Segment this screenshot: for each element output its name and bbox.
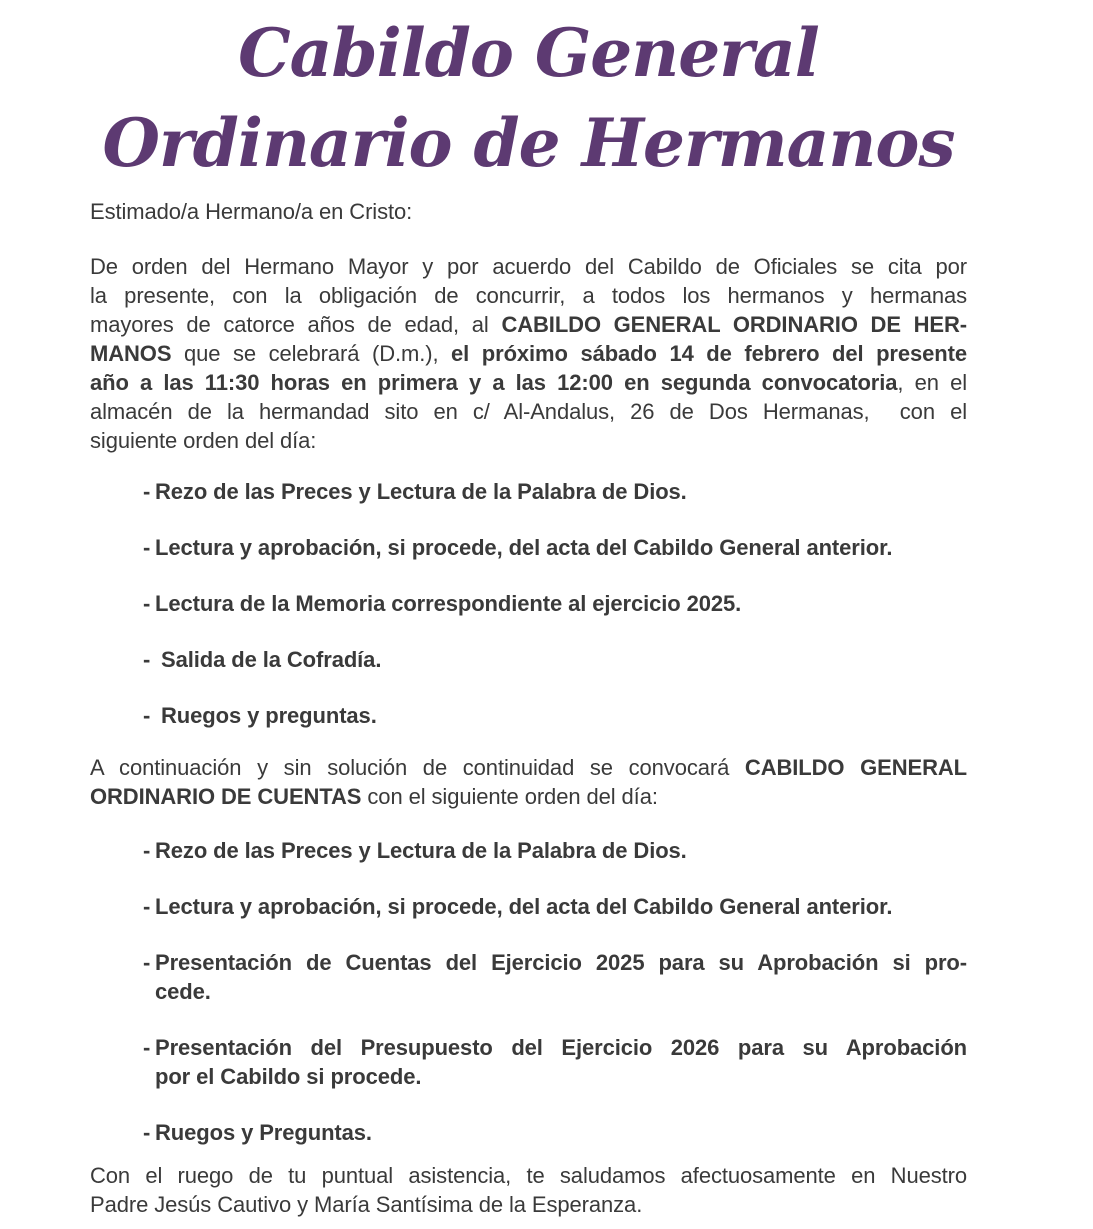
- text-segment: con el siguiente orden del día:: [361, 784, 658, 809]
- text-line: [90, 782, 967, 811]
- text-line: [90, 368, 967, 397]
- list-item-dash: -: [143, 950, 151, 975]
- text-line: [90, 753, 967, 782]
- text-segment: almacén de la hermandad sito en c/ Al-Andalus, 26 de Dos Hermanas, con el: [90, 399, 967, 424]
- agenda-list-item: [90, 1118, 967, 1147]
- title-line-2: Ordinario de Hermanos: [102, 104, 955, 182]
- agenda-list-item: [90, 701, 967, 730]
- hermanos-agenda-list: [90, 477, 967, 730]
- list-item-dash: -: [143, 703, 151, 728]
- closing-paragraph: [90, 1161, 967, 1219]
- text-line: [155, 948, 967, 977]
- bold-text-segment: por el Cabildo si procede.: [155, 1064, 422, 1089]
- text-line: [90, 310, 967, 339]
- text-segment: De orden del Hermano Mayor y por acuerdo del Cabildo de Oficiales se cita por: [90, 254, 967, 279]
- salutation: Estimado/a Hermano/a en Cristo:: [90, 199, 413, 224]
- text-segment: Padre Jesús Cautivo y María Santísima de la Esperanza.: [90, 1192, 643, 1217]
- list-item-dash: -: [143, 1035, 151, 1060]
- text-line: [155, 836, 967, 865]
- intro-paragraph: [90, 252, 967, 455]
- agenda-list-item: [90, 948, 967, 1006]
- list-item-dash: -: [143, 479, 151, 504]
- text-segment: , en el: [897, 370, 968, 395]
- document-title: [90, 8, 967, 188]
- agenda-list-item: [90, 1033, 967, 1091]
- bold-text-segment: MANOS: [90, 341, 172, 366]
- text-line: [155, 533, 967, 562]
- text-line: [155, 645, 967, 674]
- text-line: [155, 589, 967, 618]
- text-segment: Con el ruego de tu puntual asistencia, te saludamos afectuosamente en Nuestro: [90, 1163, 967, 1188]
- text-line: [155, 977, 967, 1006]
- bold-text-segment: ORDINARIO DE CUENTAS: [90, 784, 362, 809]
- bold-text-segment: Salida de la Cofradía.: [155, 647, 382, 672]
- text-line: [90, 1190, 967, 1219]
- text-line: [155, 1033, 967, 1062]
- list-item-dash: -: [143, 838, 151, 863]
- bold-text-segment: Rezo de las Preces y Lectura de la Palabra de Dios.: [155, 479, 687, 504]
- text-line: [90, 339, 967, 368]
- bold-text-segment: el próximo sábado 14 de febrero del presente: [451, 341, 967, 366]
- text-line: [155, 701, 967, 730]
- text-line: [90, 1161, 967, 1190]
- bold-text-segment: Ruegos y Preguntas.: [155, 1120, 372, 1145]
- text-line: [155, 1062, 967, 1091]
- text-segment: mayores de catorce años de edad, al: [90, 312, 502, 337]
- text-line: [90, 397, 967, 426]
- list-item-dash: -: [143, 591, 151, 616]
- bold-text-segment: CABILDO GENERAL ORDINARIO DE HER-: [501, 312, 967, 337]
- agenda-list-item: [90, 836, 967, 865]
- agenda-list-item: [90, 589, 967, 618]
- agenda-list-item: [90, 533, 967, 562]
- list-item-dash: -: [143, 1120, 151, 1145]
- bold-text-segment: Presentación de Cuentas del Ejercicio 2025 para su Aprobación si pro-: [155, 950, 967, 975]
- agenda-list-item: [90, 477, 967, 506]
- bold-text-segment: CABILDO GENERAL: [744, 755, 967, 780]
- bold-text-segment: Lectura y aprobación, si procede, del acta del Cabildo General anterior.: [155, 894, 893, 919]
- text-segment: la presente, con la obligación de concurrir, a todos los hermanos y hermanas: [90, 283, 967, 308]
- text-segment: que se celebrará (D.m.),: [171, 341, 452, 366]
- text-line: [90, 281, 967, 310]
- bold-text-segment: Rezo de las Preces y Lectura de la Palabra de Dios.: [155, 838, 687, 863]
- agenda-list-item: [90, 892, 967, 921]
- text-line: [155, 477, 967, 506]
- text-line: [90, 252, 967, 281]
- bold-text-segment: año a las 11:30 horas en primera y a las 12:00 en segunda convocatoria: [90, 370, 898, 395]
- list-item-dash: -: [143, 894, 151, 919]
- text-line: [90, 426, 967, 455]
- text-segment: siguiente orden del día:: [90, 428, 317, 453]
- bold-text-segment: Ruegos y preguntas.: [155, 703, 377, 728]
- bold-text-segment: Presentación del Presupuesto del Ejercicio 2026 para su Aprobación: [155, 1035, 967, 1060]
- cuentas-agenda-list: [90, 836, 967, 1147]
- bold-text-segment: Lectura de la Memoria correspondiente al ejercicio 2025.: [155, 591, 742, 616]
- list-item-dash: -: [143, 647, 151, 672]
- title-line-1: Cabildo General: [238, 14, 819, 92]
- list-item-dash: -: [143, 535, 151, 560]
- text-line: [155, 892, 967, 921]
- bold-text-segment: Lectura y aprobación, si procede, del acta del Cabildo General anterior.: [155, 535, 893, 560]
- text-line: [155, 1118, 967, 1147]
- cuentas-announcement-paragraph: [90, 753, 967, 811]
- text-segment: A continuación y sin solución de continuidad se convocará: [90, 755, 745, 780]
- agenda-list-item: [90, 645, 967, 674]
- bold-text-segment: cede.: [155, 979, 211, 1004]
